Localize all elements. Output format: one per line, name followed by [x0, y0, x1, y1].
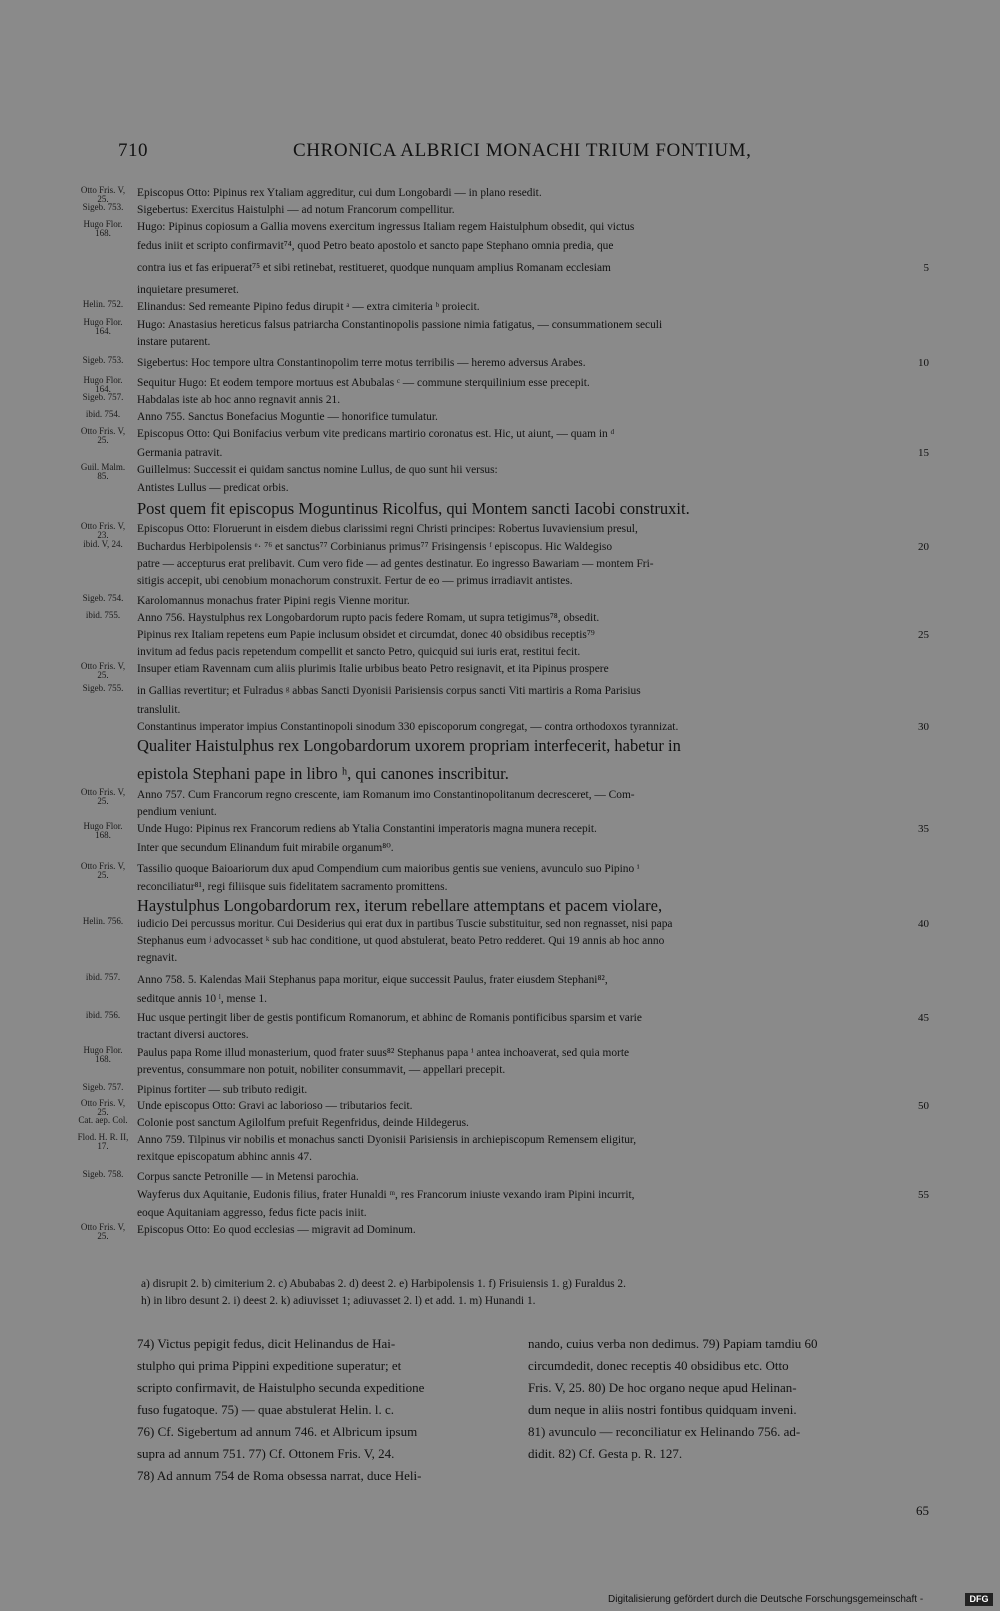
margin-source: Otto Fris. V, 25.	[80, 1098, 126, 1117]
text-line	[0, 628, 1000, 644]
text-line	[0, 896, 1000, 915]
line-text: Qualiter Haistulphus rex Longobardorum uxorem propriam interfecerit, habetur in	[137, 736, 681, 755]
page-title: CHRONICA ALBRICI MONACHI TRIUM FONTIUM,	[293, 140, 752, 161]
line-number: 25	[918, 629, 929, 641]
line-text: Anno 759. Tilpinus vir nobilis et monachus sancti Dyonisii Parisiensis in archiepiscopum Remensem eligitur,	[137, 1134, 637, 1146]
footnote-line: nando, cuius verba non dedimus. 79) Papiam tamdiu 60	[528, 1336, 818, 1351]
text-line	[0, 1028, 1000, 1044]
text-line	[0, 992, 1000, 1008]
text-line	[0, 1133, 1000, 1149]
text-line	[0, 822, 1000, 838]
text-line	[0, 736, 1000, 755]
footnote-line: dum neque in aliis nostri fontibus quidquam inveni.	[528, 1402, 797, 1417]
margin-source: Otto Fris. V, 25.	[80, 1222, 126, 1241]
margin-source: Sigeb. 753.	[82, 355, 124, 365]
text-line	[0, 934, 1000, 950]
text-line	[0, 463, 1000, 479]
line-text: Antistes Lullus — predicat orbis.	[137, 482, 289, 494]
text-line	[0, 261, 1000, 277]
page-number: 710	[118, 140, 148, 161]
footnote-line: didit. 82) Cf. Gesta p. R. 127.	[528, 1446, 683, 1461]
line-number: 20	[918, 541, 929, 553]
text-line	[0, 318, 1000, 334]
line-text: Anno 757. Cum Francorum regno crescente, iam Romanum imo Constantinopolitanum decresceret, — Com-	[137, 789, 635, 801]
margin-source: Helin. 752.	[82, 299, 124, 309]
text-line	[0, 720, 1000, 736]
line-text: Episcopus Otto: Eo quod ecclesias — migravit ad Dominum.	[137, 1224, 416, 1236]
text-line	[0, 356, 1000, 372]
margin-source: ibid. 756.	[85, 1010, 121, 1020]
text-line	[0, 684, 1000, 700]
text-line	[0, 1206, 1000, 1222]
margin-source: Sigeb. 757.	[82, 392, 124, 402]
line-text: Sigebertus: Hoc tempore ultra Constantinopolim terre motus terribilis — heremo adversus Arabes.	[137, 357, 586, 369]
margin-source: Otto Fris. V, 25.	[80, 661, 126, 680]
text-line	[0, 574, 1000, 590]
text-line	[0, 1063, 1000, 1079]
text-line	[0, 1099, 1000, 1115]
margin-source: Cat. aep. Col.	[78, 1115, 128, 1125]
dfg-logo: DFG	[965, 1593, 993, 1606]
line-text: invitum ad fedus pacis repetendum compellit et sancto Petro, quicquid sui iuris erat, restitui fecit.	[137, 646, 581, 658]
line-text: fedus iniit et scripto confirmavit⁷⁴, quod Petro beato apostolo et sancto pape Stephano omnia predia, que	[137, 240, 614, 252]
line-text: Pipinus fortiter — sub tributo redigit.	[137, 1084, 308, 1096]
text-line	[0, 764, 1000, 783]
line-text: contra ius et fas eripuerat⁷⁵ et sibi retinebat, restitueret, quodque nunquam amplius Romanam ecclesiam	[137, 262, 611, 274]
footnote-line: stulpho qui prima Pippini expeditione superatur; et	[137, 1358, 402, 1373]
text-line	[0, 239, 1000, 255]
line-text: Episcopus Otto: Pipinus rex Ytaliam aggreditur, cui dum Longobardi — in plano resedit.	[137, 187, 542, 199]
line-text: Unde episcopus Otto: Gravi ac laborioso — tributarios fecit.	[137, 1100, 413, 1112]
line-number: 40	[918, 918, 929, 930]
line-text: instare putarent.	[137, 336, 211, 348]
line-text: Episcopus Otto: Qui Bonifacius verbum vite predicans martirio coronatus est. Hic, ut aiunt, — quam in ᵈ	[137, 428, 615, 440]
line-text: preventus, consummare non potuit, nobiliter consummavit, — appellari precepit.	[137, 1064, 506, 1076]
text-line	[0, 335, 1000, 351]
text-line	[0, 788, 1000, 804]
line-text: Sequitur Hugo: Et eodem tempore mortuus est Abubalas ᶜ — commune sterquilinium esse precepit.	[137, 377, 590, 389]
line-number: 30	[918, 721, 929, 733]
text-line	[0, 1223, 1000, 1239]
variant-note: a) disrupit 2. b) cimiterium 2. c) Abubabas 2. d) deest 2. e) Harbipolensis 1. f) Frisuiensis 1. g) Furaldus 2.	[141, 1278, 626, 1290]
footnote-line: supra ad annum 751. 77) Cf. Ottonem Fris. V, 24.	[137, 1446, 395, 1461]
line-text: Pipinus rex Italiam repetens eum Papie inclusum obsidet et circumdat, donec 40 obsidibus receptis⁷⁹	[137, 629, 595, 641]
text-line	[0, 1011, 1000, 1027]
page-header	[0, 140, 1000, 168]
line-text: epistola Stephani pape in libro ʰ, qui canones inscribitur.	[137, 764, 509, 783]
text-line	[0, 446, 1000, 462]
variant-note: h) in libro desunt 2. i) deest 2. k) adiuvisset 1; adiuvasset 2. l) et add. 1. m) Hunandi 1.	[141, 1295, 536, 1307]
footnote-line: circumdedit, donec receptis 40 obsidibus etc. Otto	[528, 1358, 789, 1373]
margin-source: Flod. H. R. II, 17.	[77, 1132, 129, 1151]
text-line	[0, 1116, 1000, 1132]
line-text: rexitque episcopatum abhinc annis 47.	[137, 1151, 312, 1163]
line-text: sitigis accepit, ubi cenobium monachorum construxit. Fertur de eo — primus irradiavit antistes.	[137, 575, 573, 587]
line-text: Constantinus imperator impius Constantinopoli sinodum 330 episcoporum congregat, — contra orthodoxos tyrannizat.	[137, 721, 679, 733]
margin-source: Sigeb. 755.	[82, 683, 124, 693]
footnote-line: scripto confirmavit, de Haistulpho secunda expeditione	[137, 1380, 425, 1395]
margin-source: Sigeb. 758.	[82, 1169, 124, 1179]
margin-source: ibid. 755.	[85, 610, 121, 620]
line-text: translulit.	[137, 704, 181, 716]
text-line	[0, 300, 1000, 316]
margin-source: Otto Fris. V, 23.	[80, 521, 126, 540]
margin-source: Otto Fris. V, 25.	[80, 787, 126, 806]
line-text: Karolomannus monachus frater Pipini regis Vienne moritur.	[137, 595, 410, 607]
text-line	[0, 203, 1000, 219]
line-text: Post quem fit episcopus Moguntinus Ricolfus, qui Montem sancti Iacobi construxit.	[137, 499, 690, 518]
margin-source: Hugo Flor. 168.	[83, 1045, 123, 1064]
footnote-line: 76) Cf. Sigebertum ad annum 746. et Albricum ipsum	[137, 1424, 418, 1439]
line-text: Insuper etiam Ravennam cum aliis plurimis Italie urbibus beato Petro resignavit, et ita Pipinus prospere	[137, 663, 609, 675]
text-line	[0, 540, 1000, 556]
margin-source: Hugo Flor. 164.	[83, 375, 123, 394]
text-line	[0, 973, 1000, 989]
text-line	[0, 611, 1000, 627]
text-line	[0, 283, 1000, 299]
footer-credit: Digitalisierung gefördert durch die Deutsche Forschungsgemeinschaft -	[608, 1594, 924, 1605]
line-text: patre — accepturus erat prelibavit. Cum vero fide — ad gentes destinatur. Eo ingresso Bawariam — montem Fri-	[137, 558, 654, 570]
line-text: Buchardus Herbipolensis ᵉ· ⁷⁶ et sanctus⁷⁷ Corbinianus primus⁷⁷ Frisingensis ᶠ episcopus. Hic Waldegiso	[137, 541, 613, 553]
margin-source: Otto Fris. V, 25.	[80, 861, 126, 880]
line-text: Guillelmus: Successit ei quidam sanctus nomine Lullus, de quo sunt hii versus:	[137, 464, 498, 476]
margin-source: Sigeb. 753.	[82, 202, 124, 212]
text-line	[0, 1150, 1000, 1166]
line-text: Hugo: Pipinus copiosum a Gallia movens exercitum ingressus Italiam regem Haistulphum obsedit, qui victus	[137, 221, 635, 233]
notes-left-column	[137, 1333, 517, 1487]
line-number: 10	[918, 357, 929, 369]
line-text: Anno 758. 5. Kalendas Maii Stephanus papa moritur, eique successit Paulus, frater eiusdem Stephani⁸²,	[137, 974, 608, 986]
line-text: Habdalas iste ab hoc anno regnavit annis 21.	[137, 394, 341, 406]
text-line	[0, 393, 1000, 409]
line-text: pendium veniunt.	[137, 806, 217, 818]
line-number: 55	[918, 1189, 929, 1201]
line-text: Anno 755. Sanctus Bonefacius Moguntie — honorifice tumulatur.	[137, 411, 438, 423]
line-text: inquietare presumeret.	[137, 284, 239, 296]
line-text: Tassilio quoque Baioariorum dux apud Compendium cum maioribus gentis sue veniens, avunculo suo Pipino ⁱ	[137, 863, 640, 875]
margin-source: Hugo Flor. 168.	[83, 821, 123, 840]
margin-source: ibid. 754.	[85, 409, 121, 419]
text-line	[0, 186, 1000, 202]
line-text: Inter que secundum Elinandum fuit mirabile organum⁸⁰.	[137, 842, 394, 854]
line-text: Stephanus eum ʲ advocasset ᵏ sub hac conditione, ut quod abstulerat, beato Petro redderet. Qui 19 annis ab hoc anno	[137, 935, 665, 947]
line-text: Sigebertus: Exercitus Haistulphi — ad notum Francorum compellitur.	[137, 204, 455, 216]
text-line	[0, 557, 1000, 573]
line-text: Elinandus: Sed remeante Pipino fedus dirupit ᵃ — extra cimiteria ᵇ proiecit.	[137, 301, 480, 313]
text-line	[0, 951, 1000, 967]
margin-source: Sigeb. 754.	[82, 593, 124, 603]
text-line	[0, 645, 1000, 661]
line-text: Anno 756. Haystulphus rex Longobardorum rupto pacis federe Romam, ut supra tetigimus⁷⁸, obsedit.	[137, 612, 600, 624]
line-text: iudicio Dei percussus moritur. Cui Desiderius qui erat dux in partibus Tuscie substituitur, sed non regnasset, nisi papa	[137, 918, 673, 930]
line-text: Haystulphus Longobardorum rex, iterum rebellare attemptans et pacem violare,	[137, 896, 663, 915]
margin-source: Hugo Flor. 164.	[83, 317, 123, 336]
text-line	[0, 862, 1000, 878]
line-text: Hugo: Anastasius hereticus falsus patriarcha Constantinopolis passione nimia fatigatus, — consummationem seculi	[137, 319, 663, 331]
line-text: Germania patravit.	[137, 447, 223, 459]
line-text: reconciliatur⁸¹, regi filiisque suis fidelitatem sacramento promittens.	[137, 881, 448, 893]
line-text: Wayferus dux Aquitanie, Eudonis filius, frater Hunaldi ᵐ, res Francorum iniuste vexando iram Pipini incurrit,	[137, 1189, 635, 1201]
margin-source: Helin. 756.	[82, 916, 124, 926]
text-line	[0, 522, 1000, 538]
line-text: Huc usque pertingit liber de gestis pontificum Romanorum, et abhinc de Romanis pontificibus sparsim et varie	[137, 1012, 642, 1024]
footnote-line: fuso fugatoque. 75) — quae abstulerat Helin. l. c.	[137, 1402, 395, 1417]
note-line-number: 65	[916, 1503, 929, 1518]
footnote-line: 81) avunculo — reconciliatur ex Helinando 756. ad-	[528, 1424, 801, 1439]
text-line	[0, 1170, 1000, 1186]
footnote-line: 78) Ad annum 754 de Roma obsessa narrat, duce Heli-	[137, 1468, 422, 1483]
line-number: 35	[918, 823, 929, 835]
text-line	[0, 880, 1000, 896]
text-line	[0, 662, 1000, 678]
line-text: Paulus papa Rome illud monasterium, quod frater suus⁸² Stephanus papa ⁱ antea inchoaverat, sed quia morte	[137, 1047, 630, 1059]
margin-source: Hugo Flor. 168.	[83, 219, 123, 238]
line-number: 50	[918, 1100, 929, 1112]
line-text: eoque Aquitaniam aggresso, fedus ficte pacis iniit.	[137, 1207, 367, 1219]
margin-source: Otto Fris. V, 25.	[80, 426, 126, 445]
text-line	[0, 1188, 1000, 1204]
line-number: 45	[918, 1012, 929, 1024]
text-line	[0, 220, 1000, 236]
text-line	[0, 917, 1000, 933]
text-line	[0, 481, 1000, 497]
line-text: Corpus sancte Petronille — in Metensi parochia.	[137, 1171, 359, 1183]
margin-source: ibid. V, 24.	[83, 539, 123, 549]
line-text: in Gallias revertitur; et Fulradus ᵍ abbas Sancti Dyonisii Parisiensis corpus sancti Viti martiris a Roma Parisius	[137, 685, 641, 697]
line-text: Unde Hugo: Pipinus rex Francorum rediens ab Ytalia Constantini imperatoris magna munera recepit.	[137, 823, 597, 835]
text-line	[0, 594, 1000, 610]
text-line	[0, 805, 1000, 821]
text-line	[0, 841, 1000, 857]
margin-source: Sigeb. 757.	[82, 1082, 124, 1092]
line-number: 5	[923, 262, 929, 274]
text-line	[0, 427, 1000, 443]
text-line	[0, 376, 1000, 392]
text-line	[0, 499, 1000, 518]
footnote-line: 74) Victus pepigit fedus, dicit Helinandus de Hai-	[137, 1336, 396, 1351]
line-number: 15	[918, 447, 929, 459]
text-line	[0, 1083, 1000, 1099]
line-text: Episcopus Otto: Floruerunt in eisdem diebus clarissimi regni Christi principes: Robertus Iuvaviensium presul,	[137, 523, 638, 535]
text-line	[0, 410, 1000, 426]
text-line	[0, 703, 1000, 719]
footnote-line: Fris. V, 25. 80) De hoc organo neque apud Helinan-	[528, 1380, 797, 1395]
notes-right-column	[528, 1333, 888, 1465]
margin-source: Guil. Malm. 85.	[80, 462, 126, 481]
margin-source: ibid. 757.	[85, 972, 121, 982]
line-text: regnavit.	[137, 952, 178, 964]
line-text: Colonie post sanctum Agilolfum prefuit Regenfridus, deinde Hildegerus.	[137, 1117, 469, 1129]
margin-source: Otto Fris. V, 25.	[80, 185, 126, 204]
line-text: tractant diversi auctores.	[137, 1029, 249, 1041]
line-text: seditque annis 10 ˡ, mense 1.	[137, 993, 268, 1005]
text-line	[0, 1046, 1000, 1062]
